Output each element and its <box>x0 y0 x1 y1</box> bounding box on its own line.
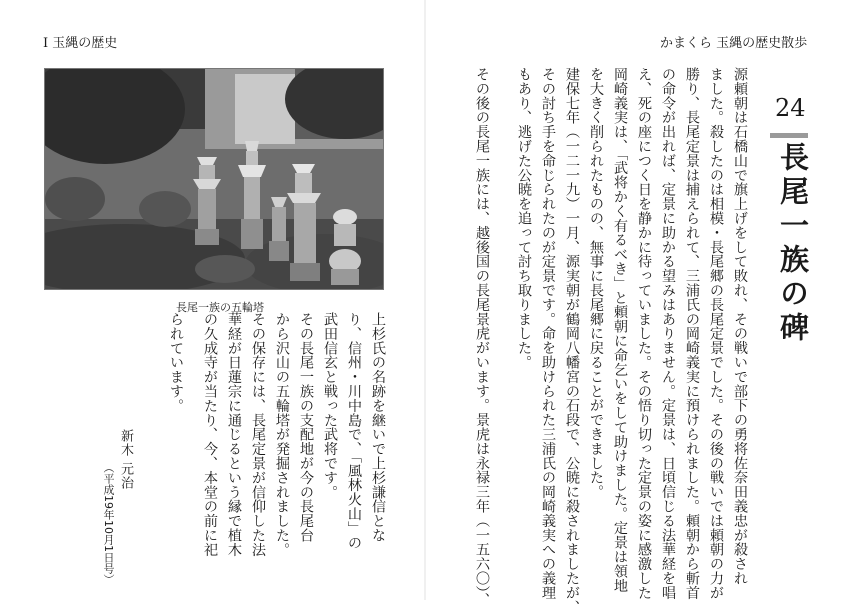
body-column: 上杉氏の名跡を継いで上杉謙信とな <box>370 312 386 543</box>
body-column: を大きく削られたものの、無事に長尾郷に戻ることができました。 <box>588 67 604 499</box>
body-column: その後の長尾一族には、越後国の長尾景虎がいます。景虎は永禄三年（一五六〇）、 <box>474 67 490 608</box>
body-column: 源頼朝は石橋山で旗上げをして敗れ、その戦いで部下の勇将佐奈田義忠が殺され <box>732 67 748 586</box>
section-divider <box>770 133 808 138</box>
running-header-left: Ⅰ 玉縄の歴史 <box>43 36 118 51</box>
section-number: 24 <box>775 94 806 122</box>
body-column: られています。 <box>168 312 184 413</box>
body-column: 華経が日蓮宗に通じるという縁で植木 <box>226 312 242 557</box>
body-column: 建保七年（一二一九）一月、源実朝が鶴岡八幡宮の石段で、公暁に殺されましたが、 <box>564 67 580 614</box>
body-column: 岡崎義実は、「武将かく有るべき」と頼朝に命乞いをして助けました。定景は領地 <box>612 67 628 593</box>
body-column: え、死の座につく日を静かに待っていました。その悟り切った定景の姿に感激した <box>636 67 652 600</box>
body-column: 勝り、長尾定景は捕えられて、三浦氏の岡崎義実に預けられました。頼朝から斬首 <box>684 67 700 600</box>
body-column: もあり、逃げた公暁を追って討ち取りました。 <box>516 67 532 370</box>
body-column: その保存には、長尾定景が信仰した法 <box>250 312 266 557</box>
photo-caption: 長尾一族の五輪塔 <box>176 301 264 314</box>
body-column: から沢山の五輪塔が発掘されました。 <box>274 312 290 557</box>
publication-date: （平成19年10月1日号） <box>102 462 115 585</box>
gorinto-photo-image <box>45 69 383 289</box>
body-column: ました。殺したのは相模・長尾郷の長尾定景でした。その後の戦いでは頼朝の力が <box>708 67 724 600</box>
body-column: の久成寺が当たり、今、本堂の前に祀 <box>202 312 218 557</box>
gorinto-photo <box>44 68 384 290</box>
running-header-right: かまくら 玉縄の歴史散歩 <box>660 36 808 51</box>
author-name: 新木 元治 <box>118 429 133 491</box>
body-column: その長尾一族の支配地が今の長尾台 <box>298 312 314 543</box>
page-gutter <box>424 0 426 600</box>
section-title: 長尾一族の碑 <box>776 142 810 346</box>
body-column: 武田信玄と戦った武将です。 <box>322 312 338 500</box>
body-column: り、信州・川中島で、「風林火山」の <box>346 312 362 550</box>
body-column: その討ち手を命じられたのが定景です。命を助けられた三浦氏の岡崎義実への義理 <box>540 67 556 600</box>
body-column: の命令が出れば、定景に助かる望みはありません。定景は、日頃信じる法華経を唱 <box>660 67 676 600</box>
